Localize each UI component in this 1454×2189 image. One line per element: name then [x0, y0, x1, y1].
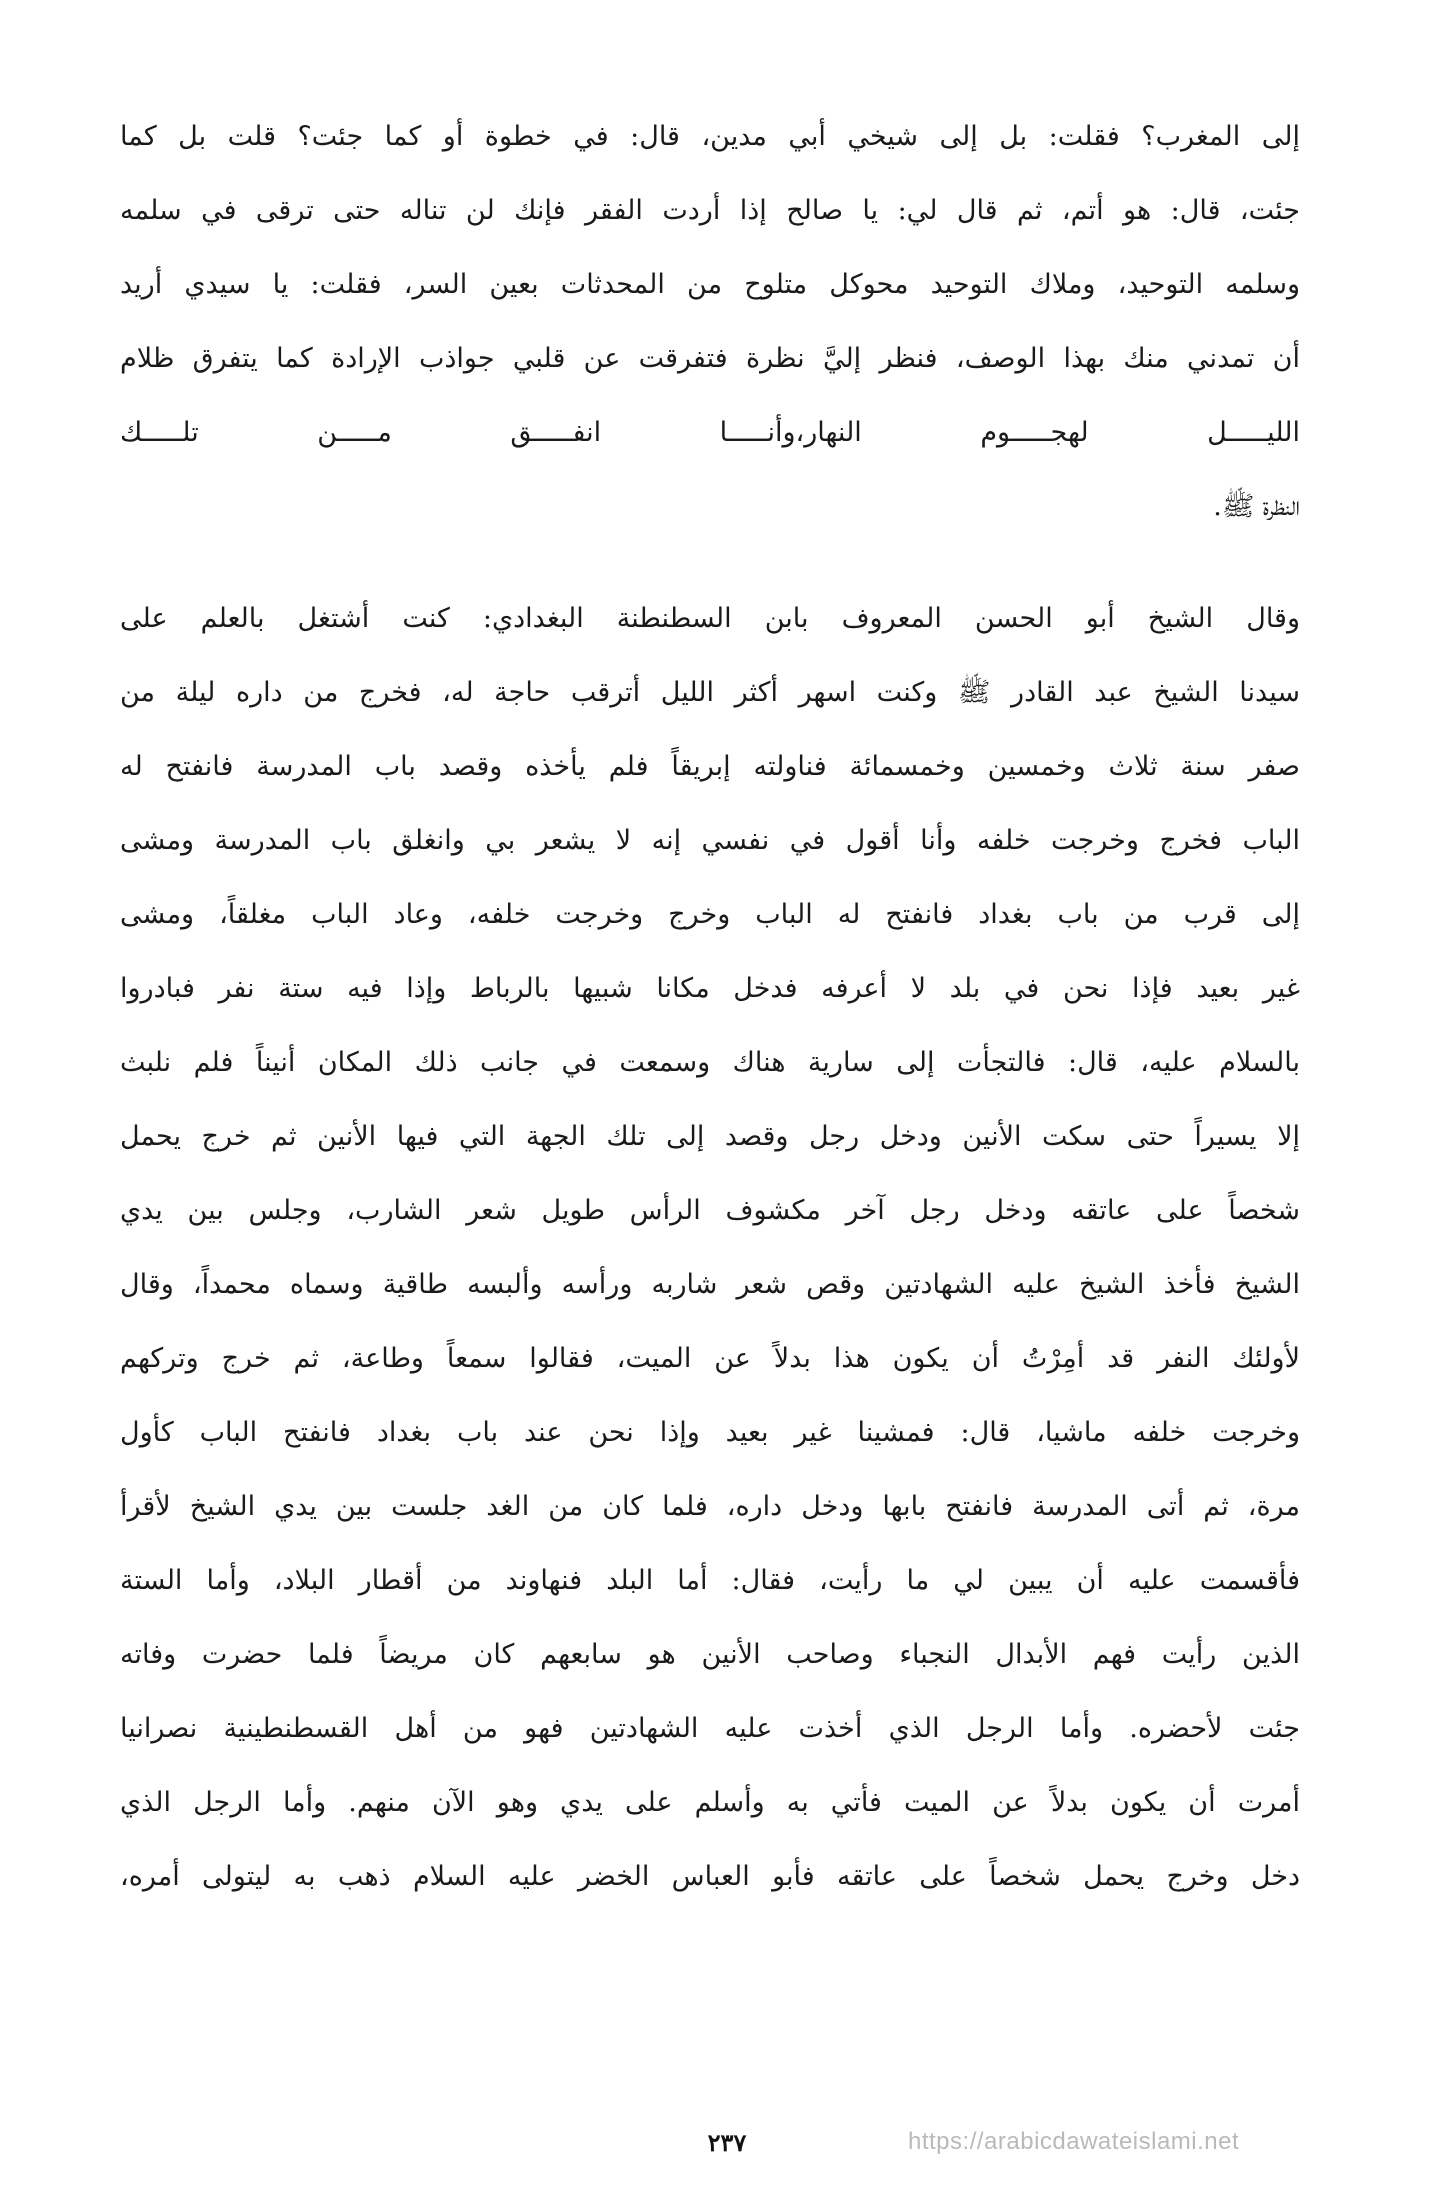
text-line: فأقسمت عليه أن يبين لي ما رأيت، فقال: أما البلد فنهاوند من أقطار البلاد، وأما الستة: [120, 1565, 1300, 1596]
text-line: أمرت أن يكون بدلاً عن الميت فأتي به وأسلم على يدي وهو الآن منهم. وأما الرجل الذي: [120, 1787, 1300, 1818]
text-line: مرة، ثم أتى المدرسة فانفتح بابها ودخل داره، فلما كان من الغد جلست بين يدي الشيخ لأقرأ: [120, 1491, 1300, 1522]
text-line: بالسلام عليه، قال: فالتجأت إلى سارية هناك وسمعت في جانب ذلك المكان أنيناً فلم نلبث: [120, 1047, 1300, 1078]
text-line: إلى قرب من باب بغداد فانفتح له الباب وخرج وخرجت خلفه، وعاد الباب مغلقاً، ومشى: [120, 899, 1300, 930]
paragraph-1: [120, 100, 1300, 544]
text-line: دخل وخرج يحمل شخصاً على عاتقه فأبو العباس الخضر عليه السلام ذهب به ليتولى أمره،: [120, 1861, 1300, 1892]
text-line: الليـــــل لهجـــــوم النهار،وأنـــــا انفـــــق مـــــن تلـــــك: [120, 417, 1300, 448]
watermark-url: https://arabicdawateislami.net: [908, 2128, 1240, 2155]
text-line: الشيخ فأخذ الشيخ عليه الشهادتين وقص شعر شاربه ورأسه وألبسه طاقية وسماه محمداً، وقال: [120, 1269, 1300, 1300]
text-line: وخرجت خلفه ماشيا، قال: فمشينا غير بعيد وإذا نحن عند باب بغداد فانفتح الباب كأول: [120, 1417, 1300, 1448]
text-line: الذين رأيت فهم الأبدال النجباء وصاحب الأنين هو سابعهم كان مريضاً فلما حضرت وفاته: [120, 1639, 1300, 1670]
text-line: إلا يسيراً حتى سكت الأنين ودخل رجل وقصد إلى تلك الجهة التي فيها الأنين ثم خرج يحمل: [120, 1121, 1300, 1152]
text-line: صفر سنة ثلاث وخمسين وخمسمائة فناولته إبريقاً فلم يأخذه وقصد باب المدرسة فانفتح له: [120, 751, 1300, 782]
text-line: شخصاً على عاتقه ودخل رجل آخر مكشوف الرأس طويل شعر الشارب، وجلس بين يدي: [120, 1195, 1300, 1226]
text-line: جئت لأحضره. وأما الرجل الذي أخذت عليه الشهادتين فهو من أهل القسطنطينية نصرانيا: [120, 1713, 1300, 1744]
paragraph-2: [120, 582, 1300, 1914]
page-number: ٢٣٧: [707, 2128, 747, 2157]
text-line: غير بعيد فإذا نحن في بلد لا أعرفه فدخل مكانا شبيها بالرباط وإذا فيه ستة نفر فبادروا: [120, 973, 1300, 1004]
text-line: إلى المغرب؟ فقلت: بل إلى شيخي أبي مدين، قال: في خطوة أو كما جئت؟ قلت بل كما: [120, 121, 1300, 152]
text-line: وسلمه التوحيد، وملاك التوحيد محوكل متلوح من المحدثات بعين السر، فقلت: يا سيدي أريد: [120, 269, 1300, 300]
text-line: لأولئك النفر قد أمِرْتُ أن يكون هذا بدلاً عن الميت، فقالوا سمعاً وطاعة، ثم خرج وتركهم: [120, 1343, 1300, 1374]
text-line: جئت، قال: هو أتم، ثم قال لي: يا صالح إذا أردت الفقر فإنك لن تناله حتى ترقى في سلمه: [120, 195, 1300, 226]
text-line: النظرة ﷺ.: [1213, 491, 1300, 522]
text-line: أن تمدني منك بهذا الوصف، فنظر إليَّ نظرة فتفرقت عن قلبي جواذب الإرادة كما يتفرق ظلام: [120, 343, 1300, 374]
text-line: سيدنا الشيخ عبد القادر ﷺ وكنت اسهر أكثر الليل أترقب حاجة له، فخرج من داره ليلة من: [120, 677, 1300, 708]
text-line: وقال الشيخ أبو الحسن المعروف بابن السطنطنة البغدادي: كنت أشتغل بالعلم على: [120, 603, 1300, 634]
text-line: الباب فخرج وخرجت خلفه وأنا أقول في نفسي إنه لا يشعر بي وانغلق باب المدرسة ومشى: [120, 825, 1300, 856]
